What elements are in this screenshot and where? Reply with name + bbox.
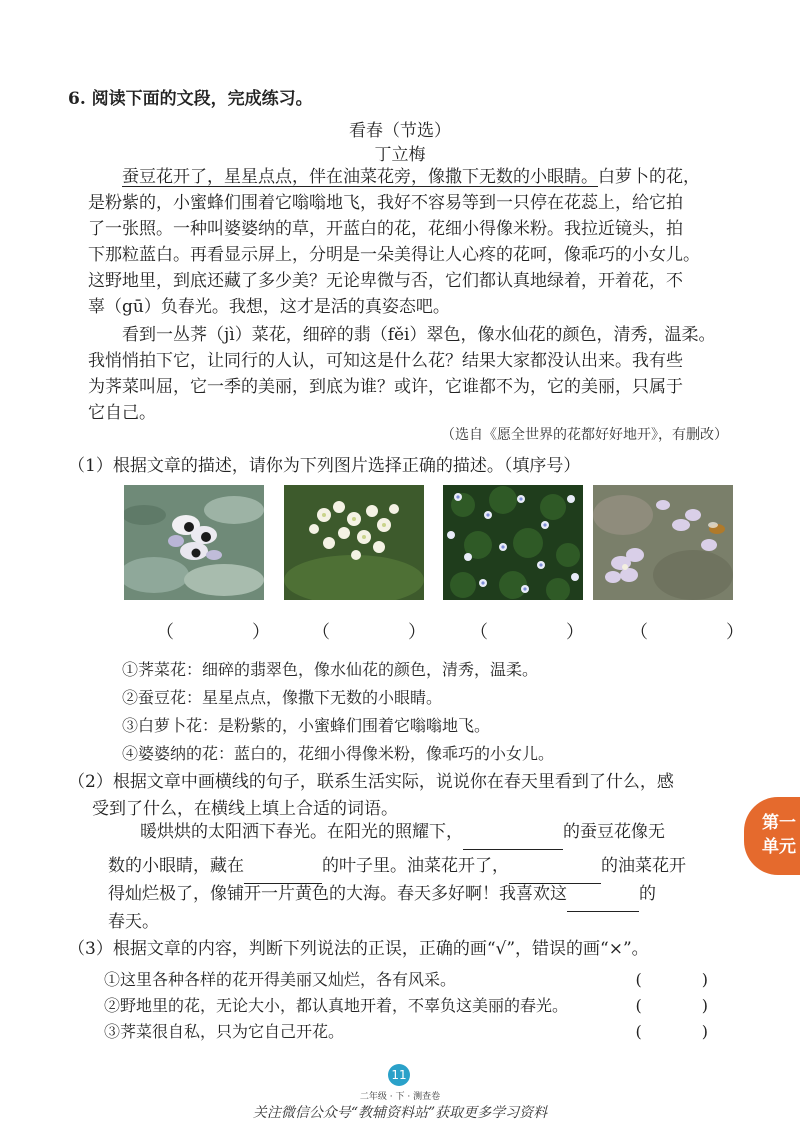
photo-broad-bean-flower — [124, 485, 264, 600]
part3-prompt: （3）根据文章的内容，判断下列说法的正误，正确的画“√”，错误的画“×”。 — [68, 939, 649, 959]
part1-prompt: （1）根据文章的描述，请你为下列图片选择正确的描述。（填序号） — [68, 456, 581, 476]
radish-flower-image — [593, 485, 733, 600]
option-4: ④婆婆纳的花：蓝白的，花细小得像米粉，像乖巧的小女儿。 — [122, 744, 555, 763]
judge-item-3: ③荠菜很自私，只为它自己开花。 — [104, 1022, 345, 1041]
part2-prompt-line2: 受到了什么，在横线上填上合适的词语。 — [92, 799, 398, 819]
judge-item-2: ②野地里的花，无论大小，都认真地开着，不辜负这美丽的春光。 — [104, 996, 569, 1015]
passage-line-6: 辜（gū）负春光。我想，这才是活的真姿态吧。 — [88, 297, 450, 317]
broad-bean-flower-image — [124, 485, 264, 600]
page-number: 11 — [388, 1064, 410, 1086]
passage-line-10: 它自己。 — [88, 403, 156, 423]
passage-line-2: 是粉紫的，小蜜蜂们围着它嗡嗡地飞，我好不容易等到一只停在花蕊上，给它拍 — [88, 193, 683, 213]
speedwell-flower-image — [443, 485, 583, 600]
photo-radish-flower — [593, 485, 733, 600]
option-3: ③白萝卜花：是粉紫的，小蜜蜂们围着它嗡嗡地飞。 — [122, 716, 491, 735]
passage-line-1: 蚕豆花开了，星星点点，伴在油菜花旁，像撒下无数的小眼睛。白萝卜的花， — [122, 167, 700, 187]
answer-paren-4[interactable]: （ ） — [630, 622, 774, 643]
judge-paren-3[interactable]: ( ) — [635, 1022, 730, 1041]
judge-paren-1[interactable]: ( ) — [635, 970, 730, 989]
passage-line-5: 这野地里，到底还藏了多少美？无论卑微与否，它们都认真地绿着，开着花，不 — [88, 271, 683, 291]
judge-paren-2[interactable]: ( ) — [635, 996, 730, 1015]
answer-paren-3[interactable]: （ ） — [470, 622, 614, 643]
passage-line-4: 下那粒蓝白。再看显示屏上，分明是一朵美得让人心疼的花呵，像乖巧的小女儿。 — [88, 245, 700, 265]
photo-speedwell-flower — [443, 485, 583, 600]
fill-line-3: 得灿烂极了，像铺开一片黄色的大海。春天多好啊！我喜欢这 的 — [108, 876, 656, 912]
footer-grade-label: 二年级 · 下 · 测查卷 — [359, 1092, 441, 1102]
option-2: ②蚕豆花：星星点点，像撒下无数的小眼睛。 — [122, 688, 443, 707]
answer-paren-2[interactable]: （ ） — [312, 622, 456, 643]
passage-line-8: 我悄悄拍下它，让同行的人认，可知这是什么花？结果大家都没认出来。我有些 — [88, 351, 683, 371]
blank-4[interactable] — [567, 893, 639, 912]
passage-source: （选自《愿全世界的花都好好地开》，有删改） — [441, 427, 728, 443]
passage-line-7: 看到一丛荠（jì）菜花，细碎的翡（fěi）翠色，像水仙花的颜色，清秀，温柔。 — [122, 325, 716, 345]
underlined-sentence: 蚕豆花开了，星星点点，伴在油菜花旁，像撒下无数的小眼睛。 — [122, 167, 598, 187]
answer-paren-1[interactable]: （ ） — [156, 622, 300, 643]
passage-line-9: 为荠菜叫屈，它一季的美丽，到底为谁？或许，它谁都不为，它的美丽，只属于 — [88, 377, 683, 397]
fill-line-1: 暖烘烘的太阳洒下春光。在阳光的照耀下， 的蚕豆花像无 — [140, 814, 665, 850]
judge-item-1: ①这里各种各样的花开得美丽又灿烂，各有风采。 — [104, 970, 457, 989]
unit-tab: 第一 单元 — [744, 797, 800, 875]
passage-author: 丁立梅 — [374, 145, 426, 165]
passage-title: 看春（节选） — [349, 121, 451, 141]
passage-line-3: 了一张照。一种叫婆婆纳的草，开蓝白的花，花细小得像米粉。我拉近镜头，拍 — [88, 219, 683, 239]
footer-note: 关注微信公众号“教辅资料站”获取更多学习资料 — [252, 1105, 548, 1121]
option-1: ①荠菜花：细碎的翡翠色，像水仙花的颜色，清秀，温柔。 — [122, 660, 539, 679]
photo-shepherds-purse-flower — [284, 485, 424, 600]
shepherds-purse-flower-image — [284, 485, 424, 600]
part2-prompt-line1: （2）根据文章中画横线的句子，联系生活实际，说说你在春天里看到了什么，感 — [68, 772, 674, 792]
fill-line-4: 春天。 — [108, 912, 159, 932]
question-title: 6. 阅读下面的文段，完成练习。 — [68, 89, 313, 109]
fill-line-2: 数的小眼睛，藏在 的叶子里。油菜花开了， 的油菜花开 — [108, 848, 686, 884]
